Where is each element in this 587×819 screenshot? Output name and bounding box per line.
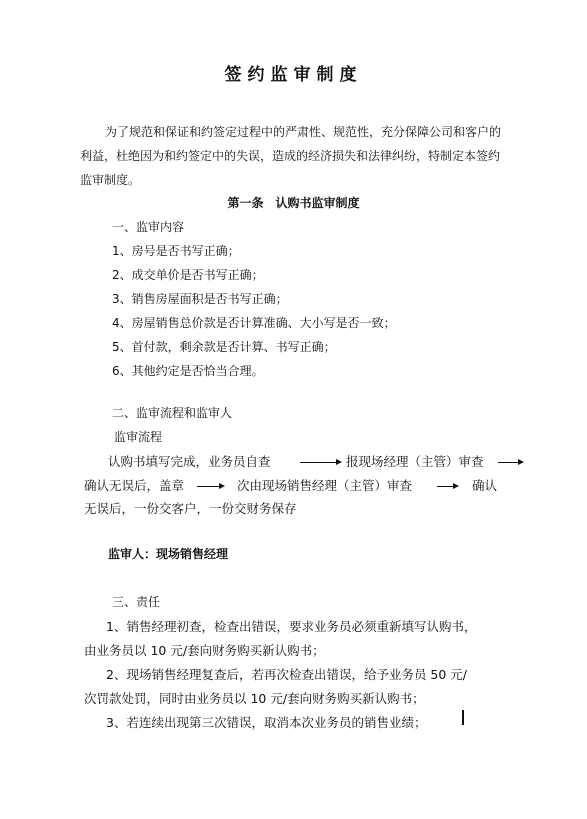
section1-item-1: 1、房号是否书写正确； bbox=[112, 244, 240, 258]
section3-para1-line1: 1、销售经理初查，检查出错误，要求业务员必须重新填写认购书， bbox=[106, 619, 477, 634]
section1-item-3: 3、销售房屋面积是否书写正确； bbox=[112, 292, 288, 306]
flow-arrow-3 bbox=[197, 486, 223, 487]
flow-arrow-1 bbox=[300, 462, 340, 463]
section1-item-2: 2、成交单价是否书写正确； bbox=[112, 268, 264, 282]
section3-heading: 三、责任 bbox=[112, 595, 161, 609]
text-cursor bbox=[462, 710, 464, 725]
intro-line-1: 为了规范和保证和约签定过程中的严肃性、规范性，充分保障公司和客户的 bbox=[105, 125, 502, 139]
flow-step-self-check: 认购书填写完成，业务员自查 bbox=[108, 454, 271, 469]
section1-item-6: 6、其他约定是否恰当合理。 bbox=[112, 364, 264, 378]
section2-heading: 二、监审流程和监审人 bbox=[112, 406, 233, 420]
flow-step-archive: 无误后，一份交客户，一份交财务保存 bbox=[84, 501, 297, 516]
intro-line-3: 监审制度。 bbox=[80, 173, 141, 187]
flow-arrow-2 bbox=[498, 462, 522, 463]
flow-step-confirm: 确认 bbox=[472, 478, 498, 493]
article-title: 第一条 认购书监审制度 bbox=[227, 196, 360, 210]
section3-para2-line1: 2、现场销售经理复查后，若再次检查出错误，给予业务员 50 元/ bbox=[106, 667, 468, 682]
flow-step-site-review: 次由现场销售经理（主管）审查 bbox=[237, 478, 413, 493]
flow-arrow-4 bbox=[437, 486, 457, 487]
document-title: 签约监审制度 bbox=[224, 65, 363, 85]
section2-subheading: 监审流程 bbox=[114, 430, 163, 444]
intro-line-2: 利益，杜绝因为和约签定中的失误，造成的经济损失和法律纠纷，特制定本签约 bbox=[80, 149, 501, 163]
section3-para1-line2: 由业务员以 10 元/套向财务购买新认购书； bbox=[84, 643, 325, 658]
section3-para3-line1: 3、若连续出现第三次错误，取消本次业务员的销售业绩； bbox=[106, 715, 427, 730]
section1-item-4: 4、房屋销售总价款是否计算准确、大小写是否一致； bbox=[112, 316, 396, 330]
section3-para2-line2: 次罚款处罚，同时由业务员以 10 元/套向财务购买新认购书； bbox=[84, 691, 425, 706]
supervisor-line bbox=[108, 545, 228, 562]
supervisor-value: 现场销售经理 bbox=[156, 547, 229, 561]
section1-item-5: 5、首付款，剩余款是否计算、书写正确； bbox=[112, 340, 336, 354]
flow-step-stamp: 确认无误后，盖章 bbox=[84, 478, 185, 493]
supervisor-label: 监审人： bbox=[108, 547, 157, 561]
flow-step-report-manager: 报现场经理（主管）审查 bbox=[346, 454, 484, 469]
section1-heading: 一、监审内容 bbox=[112, 220, 185, 234]
